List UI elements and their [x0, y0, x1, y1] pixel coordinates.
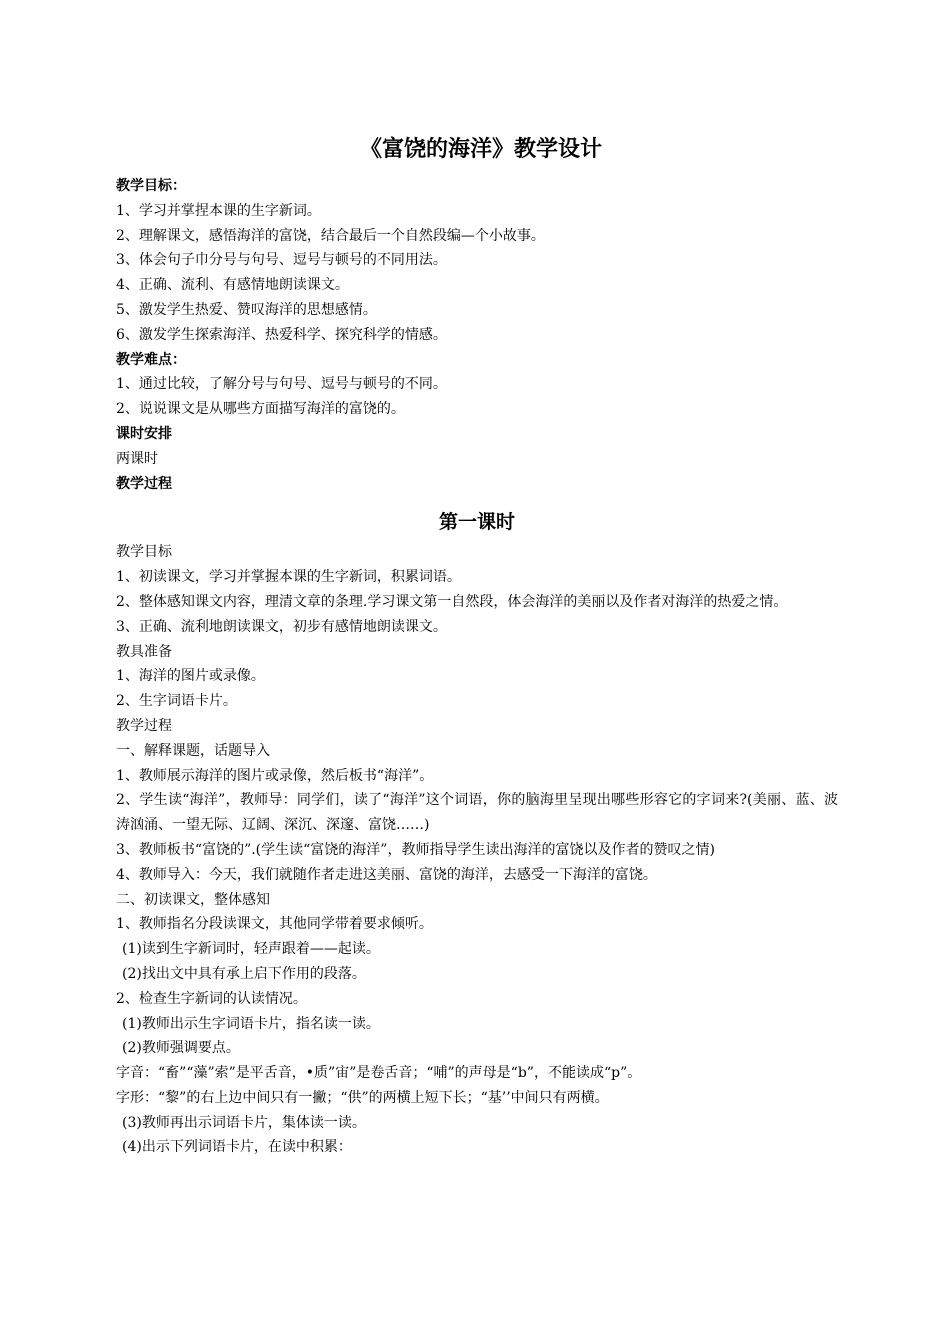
goal-item: 4、正确、流利、有感情地朗读课文。	[116, 277, 349, 294]
lesson-line: 4、教师导入：今天，我们就随作者走进这美丽、富饶的海洋，去感受一下海洋的富饶。	[116, 866, 657, 883]
goal-item: 6、激发学生探索海洋、热爱科学、探究科学的情感。	[116, 326, 447, 343]
lesson-title: 第一课时	[438, 511, 515, 534]
lesson-line: 2、检查生字新词的认读情况。	[116, 990, 307, 1007]
difficulty-item: 1、通过比较，了解分号与句号、逗号与顿号的不同。	[116, 376, 447, 393]
lesson-line: 教学过程	[116, 717, 172, 734]
lesson-line: 一、解释课题，话题导入	[116, 742, 270, 759]
goal-item: 3、体会句子巾分号与句号、逗号与顿号的不同用法。	[116, 252, 447, 269]
lesson-line: (1)读到生字新词时，轻声跟着——起读。	[122, 941, 380, 958]
lesson-line: 2、整体感知课文内容，理清文章的条理.学习课文第一自然段，体会海洋的美丽以及作者对海洋的热爱之情。	[116, 593, 788, 610]
lesson-line: 1、教师展示海洋的图片或录像，然后板书“海洋”。	[116, 767, 434, 784]
document-page	[116, 134, 838, 1160]
lesson-line: 字音：“畜”“藻”索”是平舌音，•质”宙”是卷舌音；“哺”的声母是“b”，不能读成“p”。	[116, 1065, 642, 1082]
section-heading-process: 教学过程	[116, 475, 172, 492]
section-heading-schedule: 课时安排	[116, 425, 172, 442]
lesson-line: 2、生字词语卡片。	[116, 693, 237, 710]
lesson-line: (3)教师再出示词语卡片，集体读一读。	[122, 1114, 366, 1131]
lesson-line: 教具准备	[116, 643, 172, 660]
schedule-text: 两课时	[116, 450, 158, 467]
section-heading-difficulty: 教学难点：	[116, 351, 186, 368]
lesson-line: 1、初读课文，学习并掌握本课的生字新词，积累词语。	[116, 569, 461, 586]
lesson-line: 3、教师板书“富饶的”.(学生读“富饶的海洋”，教师指导学生读出海洋的富饶以及作者的赞叹之情)	[116, 841, 715, 858]
goal-item: 1、学习并掌捏本课的生字新词。	[116, 202, 321, 219]
goal-item: 2、理解课文，感悟海洋的富饶，结合最后一个自然段编—个小故事。	[116, 227, 545, 244]
lesson-line: 字形：“黎”的右上边中间只有一撇；“供”的两横上短下长；“基’’中间只有两横。	[116, 1089, 609, 1106]
lesson-line: 1、教师指名分段读课文，其他同学带着要求倾听。	[116, 916, 433, 933]
lesson-line: 1、海洋的图片或录像。	[116, 668, 265, 685]
lesson-line: 3、正确、流利地朗读课文，初步有感情地朗读课文。	[116, 618, 447, 635]
lesson-line: (1)教师出示生字词语卡片，指名读一读。	[122, 1015, 380, 1032]
lesson-line: 2、学生读“海洋”，教师导：同学们，读了“海洋”这个词语，你的脑海里呈现出哪些形容它的字词来?(美丽、蓝、波涛汹涌、一望无际、辽阔、深沉、深邃、富饶……)	[116, 792, 838, 834]
document-title: 《富饶的海洋》教学设计	[359, 137, 602, 162]
lesson-line: (2)教师强调要点。	[122, 1040, 240, 1057]
lesson-line: (2)找出文中具有承上启下作用的段落。	[122, 965, 366, 982]
goal-item: 5、激发学生热爱、赞叹海洋的思想感情。	[116, 301, 377, 318]
lesson-line: 教学目标	[116, 544, 172, 561]
lesson-line: (4)出示下列词语卡片，在读中积累：	[122, 1139, 352, 1156]
difficulty-item: 2、说说课文是从哪些方面描写海洋的富饶的。	[116, 401, 405, 418]
section-heading-goals: 教学目标：	[116, 178, 186, 194]
lesson-line: 二、初读课文，整体感知	[116, 891, 270, 908]
